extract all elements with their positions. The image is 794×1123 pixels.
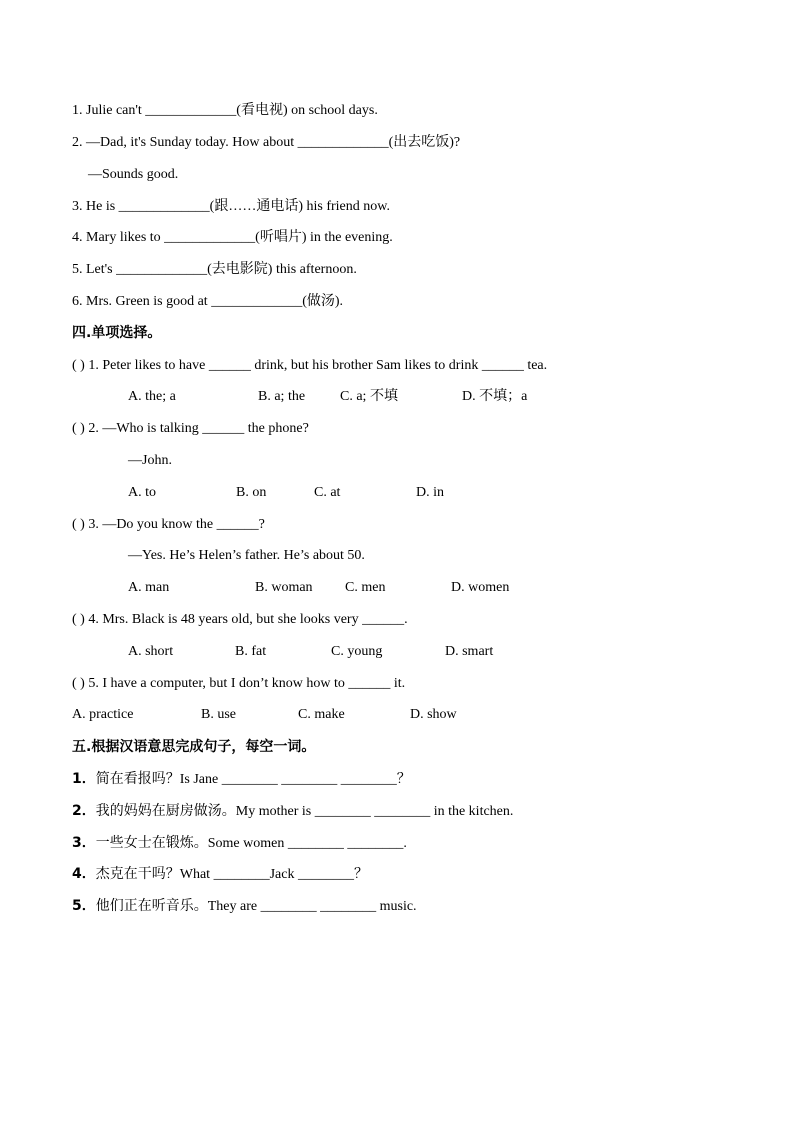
mc-q1-option-d: D. 不填；a: [462, 389, 528, 404]
mc-q3-option-c: C. men: [345, 580, 386, 595]
translate-item-1-number: 1．: [72, 771, 96, 787]
mc-q5-option-a: A. practice: [72, 707, 134, 722]
translate-item-4-number: 4．: [72, 866, 96, 882]
mc-q5-option-c: C. make: [298, 707, 345, 722]
mc-q1-option-a: A. the; a: [128, 389, 176, 404]
mc-q2-option-a: A. to: [128, 485, 156, 500]
translate-item-5-number: 5．: [72, 898, 96, 914]
mc-q2-option-b: B. on: [236, 485, 267, 500]
mc-q5-stem: ( ) 5. I have a computer, but I don’t know how to ______ it.: [72, 676, 406, 691]
translate-item-1: [72, 770, 411, 789]
mc-q5-options: [72, 706, 457, 724]
mc-q3-reply: —Yes. He’s Helen’s father. He’s about 50.: [128, 548, 365, 563]
translate-item-2-text: 我的妈妈在厨房做汤。My mother is ________ ________ in the kitchen.: [95, 804, 514, 819]
mc-q2-option-d: D. in: [416, 485, 444, 500]
fill-item-2-reply: —Sounds good.: [88, 167, 179, 182]
translate-item-3-text: 一些女士在锻炼。Some women ________ ________.: [95, 836, 407, 851]
translate-item-3-number: 3．: [72, 835, 96, 851]
mc-q3-option-b: B. woman: [255, 580, 313, 595]
mc-q3-stem: ( ) 3. —Do you know the ______?: [72, 517, 265, 532]
mc-q4-option-b: B. fat: [235, 644, 267, 659]
translate-item-4: [72, 865, 368, 884]
mc-q5-option-b: B. use: [201, 707, 236, 722]
mc-q2-reply: —John.: [128, 453, 172, 468]
fill-item-2: 2. —Dad, it's Sunday today. How about _____________(出去吃饭)?: [72, 135, 461, 150]
section-4-title: 四.单项选择。: [72, 325, 162, 341]
translate-item-5: [72, 897, 417, 916]
mc-q2-options: [128, 484, 444, 502]
mc-q4-options: [128, 643, 493, 661]
mc-q1-options: [128, 388, 527, 406]
section-5-title: 五.根据汉语意思完成句子，每空一词。: [72, 739, 316, 755]
mc-q5-option-d: D. show: [410, 707, 457, 722]
mc-q4-option-a: A. short: [128, 644, 174, 659]
mc-q4-option-c: C. young: [331, 644, 383, 659]
mc-q1-option-b: B. a; the: [258, 389, 306, 404]
fill-item-3: 3. He is _____________(跟……通电话) his friend now.: [72, 199, 390, 214]
mc-q4-stem: ( ) 4. Mrs. Black is 48 years old, but she looks very ______.: [72, 612, 408, 627]
mc-q3-option-a: A. man: [128, 580, 170, 595]
fill-item-4: 4. Mary likes to _____________(听唱片) in the evening.: [72, 230, 393, 245]
translate-item-2: [72, 802, 513, 821]
mc-q1-option-c: C. a; 不填: [340, 389, 398, 404]
mc-q3-option-d: D. women: [451, 580, 510, 595]
mc-q1-stem: ( ) 1. Peter likes to have ______ drink, but his brother Sam likes to drink ______ tea.: [72, 358, 548, 373]
translate-item-5-text: 他们正在听音乐。They are ________ ________ music.: [95, 899, 417, 914]
mc-q2-option-c: C. at: [314, 485, 341, 500]
translate-item-2-number: 2．: [72, 803, 96, 819]
translate-item-4-text: 杰克在干吗？What ________Jack ________？: [95, 867, 368, 882]
fill-item-5: 5. Let's _____________(去电影院) this afternoon.: [72, 262, 357, 277]
mc-q2-stem: ( ) 2. —Who is talking ______ the phone?: [72, 421, 309, 436]
fill-item-6: 6. Mrs. Green is good at _____________(做汤).: [72, 294, 344, 309]
translate-item-1-text: 简在看报吗？Is Jane ________ ________ ________？: [95, 772, 411, 787]
mc-q4-option-d: D. smart: [445, 644, 494, 659]
fill-item-1: 1. Julie can't _____________(看电视) on school days.: [72, 103, 378, 118]
mc-q3-options: [128, 579, 509, 597]
translate-item-3: [72, 834, 407, 853]
